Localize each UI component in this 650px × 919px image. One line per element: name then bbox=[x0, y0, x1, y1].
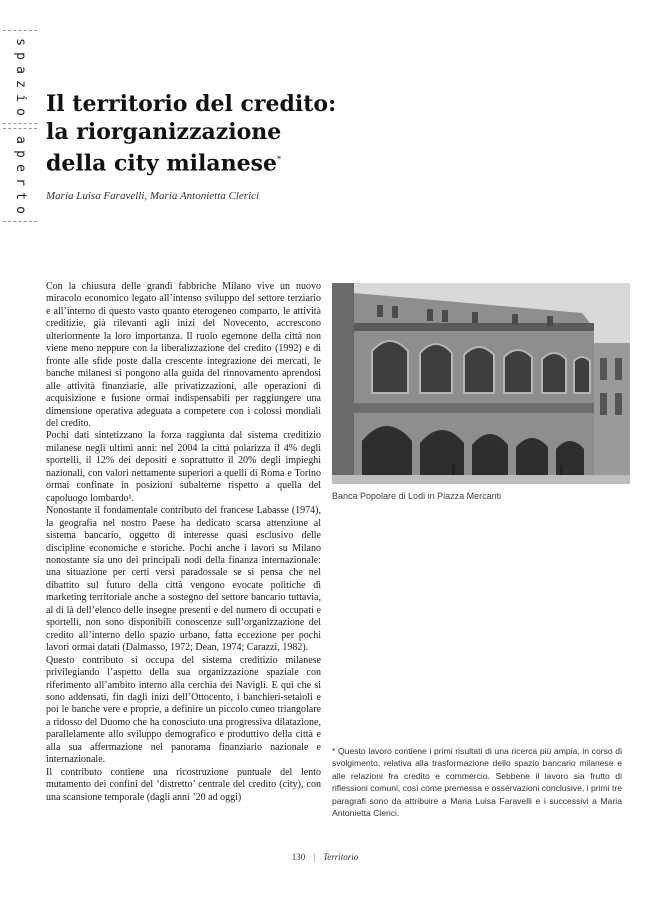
title-line-3 bbox=[46, 146, 366, 177]
article-authors: Maria Luisa Faravelli, Maria Antonietta Clerici bbox=[46, 190, 260, 202]
title-footnote-marker: * bbox=[277, 155, 281, 164]
section-tag-letter: t bbox=[12, 192, 28, 200]
footnote: * Questo lavoro contiene i primi risultati di una ricerca più ampia, in corso di svolgimento, relativa alla trasformazione dello spazio bancario milanese e alle relazioni fra credito e commercio. Sebbene il lavoro sia frutto di riflessioni comuni, così come premessa e osservazioni conclusive, i primi tre paragrafi sono da attribuire a Maria Luisa Faravelli e i successivi a Maria Antonietta Clerici. bbox=[332, 746, 622, 819]
section-tag-letter: r bbox=[12, 178, 28, 186]
title-line-3-text: della city milanese bbox=[46, 150, 277, 177]
section-tag-letter: p bbox=[12, 150, 28, 158]
magazine-name: Territorio bbox=[323, 852, 359, 862]
section-tag bbox=[2, 30, 38, 214]
body-paragraph: Con la chiusura delle grandi fabbriche Milano vive un nuovo miracolo economico legato all’intenso sviluppo del settore terziario e all’interno di questo vasto quanto eterogeneo comparto, le attività creditizie, già rilevanti agli inizi del Novecento, accrescono ulteriormente la loro importanza. Il ruolo egemone della città non viene meno neppure con la liberalizzazione del credito (1992) e di fronte alle sfide poste dalla crescente integrazione dei mercati, le banche milanesi si pongono alla guida del rinnovamento aprendosi alle attività finanziarie, alle privatizzazioni, alle operazioni di acquisizione e fusione ormai indispensabili per raggiungere una dimensione operativa adeguata a competere con i colossi mondiali del credito. bbox=[46, 281, 321, 429]
section-tag-letter: p bbox=[12, 52, 28, 60]
page-footer bbox=[0, 852, 650, 862]
body-paragraph: Nonostante il fondamentale contributo del francese Labasse (1974), la geografia nel nostro Paese ha dedicato scarsa attenzione al sistema bancario, oggetto di interesse quasi esclusivo delle discipline economiche e storiche. Pochi anche i lavori su Milano nonostante sia uno dei principali nodi della finanza internazionale: una situazione per certi versi paradossale se si pensa che nel dibattito sul futuro della città vengono evocate politiche di marketing territoriale anche a sostegno del settore bancario tuttavia, al di là dell’elenco delle insegne presenti e del numero di occupati e sportelli, non sono disponibili conoscenze sull’organizzazione del credito all’interno dello spazio urbano, fatta eccezione per pochi lavori ormai datati (Dalmasso, 1972; Dean, 1974; Carazzi, 1982). bbox=[46, 505, 321, 654]
section-tag-word-spazio bbox=[3, 30, 37, 124]
body-paragraph: Il contributo contiene una ricostruzione puntuale del lento mutamento dei confini del ‘distretto’ centrale del credito (city), con una scansione temporale (dagli anni ’20 ad oggi) bbox=[46, 766, 321, 803]
section-tag-letter: s bbox=[12, 38, 28, 46]
page-number: 130 bbox=[291, 852, 306, 862]
section-tag-letter: o bbox=[12, 108, 28, 116]
body-paragraph: Pochi dati sintetizzano la forza raggiunta dal sistema creditizio milanese negli ultimi anni: nel 2004 la città polarizza il 4% degli sportelli, il 12% dei depositi e soprattutto il 20% degli impieghi nazionali, con valori nettamente superiori a quelli di Roma e Torino ormai confinate in posizioni subalterne rispetto a quella del capoluogo lombardo¹. bbox=[46, 430, 321, 504]
footer-separator: | bbox=[313, 852, 316, 862]
article-body bbox=[46, 281, 321, 804]
section-tag-letter: e bbox=[12, 164, 28, 172]
section-tag-letter: z bbox=[12, 80, 28, 88]
section-tag-letter: o bbox=[12, 206, 28, 214]
building-photo bbox=[332, 283, 630, 484]
article-title bbox=[46, 90, 366, 177]
section-tag-letter: a bbox=[12, 136, 28, 144]
section-tag-letter: i bbox=[12, 94, 28, 102]
section-tag-word-aperto bbox=[3, 128, 37, 222]
photo-caption: Banca Popolare di Lodi in Piazza Mercanti bbox=[332, 491, 502, 501]
title-line-2: la riorganizzazione bbox=[46, 119, 282, 145]
title-line-1: Il territorio del credito: bbox=[46, 91, 337, 117]
body-paragraph: Questo contributo si occupa del sistema creditizio milanese privilegiando l’aspetto della sua organizzazione spaziale con riferimento all’ambito interno alla cerchia dei Navigli. E qui che si sono addensati, fin dagli inizi dell’Ottocento, i banchieri-setaioli e poi le banche vere e proprie, a definire un piccolo cuneo triangolare a ridosso del Duomo che ha conosciuto una progressiva dilatazione, parallelamente allo sviluppo demografico e produttivo della città e alla sua affermazione nel panorama finanziario nazionale e internazionale. bbox=[46, 654, 321, 766]
section-tag-letter: a bbox=[12, 66, 28, 74]
